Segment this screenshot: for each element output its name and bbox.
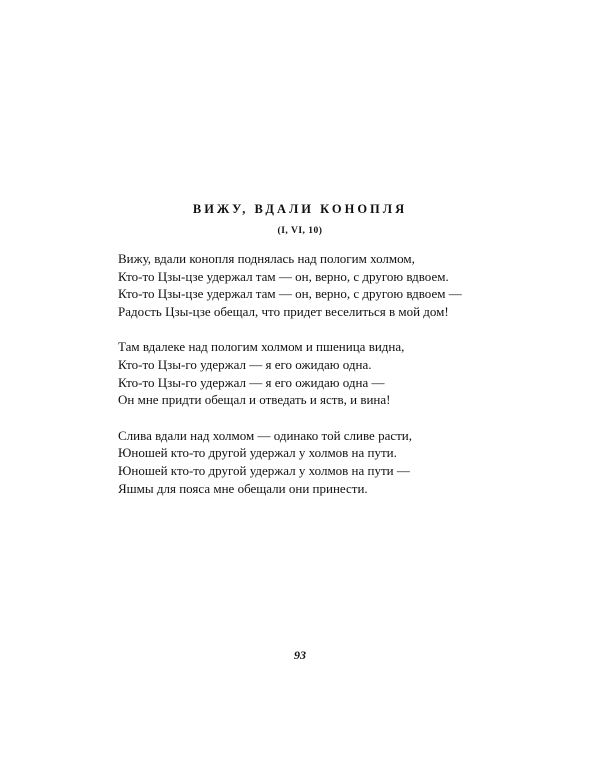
poem-title: ВИЖУ, ВДАЛИ КОНОПЛЯ — [192, 202, 408, 216]
verse-line: Вижу, вдали конопля поднялась над пологим холмом, — [118, 251, 415, 266]
verse-line: Он мне придти обещал и отведать и яств, и вина! — [118, 392, 391, 408]
verse-line: Кто-то Цзы-го удержал — я его ожидаю одна — — [118, 374, 385, 390]
stanza-1 — [118, 250, 518, 320]
poem-body — [118, 250, 518, 515]
stanza-3 — [118, 427, 518, 497]
verse-line: Кто-то Цзы-цзе удержал там — он, верно, с другою вдвоем. — [118, 268, 449, 284]
poem-reference: (I, VI, 10) — [277, 226, 323, 236]
page-number: 93 — [294, 648, 306, 662]
verse-line: Кто-то Цзы-цзе удержал там — он, верно, с другою вдвоем — — [118, 286, 462, 302]
stanza-2 — [118, 338, 518, 408]
verse-line: Слива вдали над холмом — одинако той сливе расти, — [118, 427, 412, 443]
verse-line: Яшмы для пояса мне обещали они принести. — [118, 480, 368, 496]
verse-line: Юношей кто-то другой удержал у холмов на пути. — [118, 445, 397, 461]
verse-line: Там вдалеке над пологим холмом и пшеница видна, — [118, 339, 405, 355]
verse-line: Юношей кто-то другой удержал у холмов на пути — — [118, 462, 410, 478]
verse-line: Радость Цзы-цзе обещал, что придет веселиться в мой дом! — [118, 303, 449, 319]
verse-line: Кто-то Цзы-го удержал — я его ожидаю одна. — [118, 356, 372, 372]
